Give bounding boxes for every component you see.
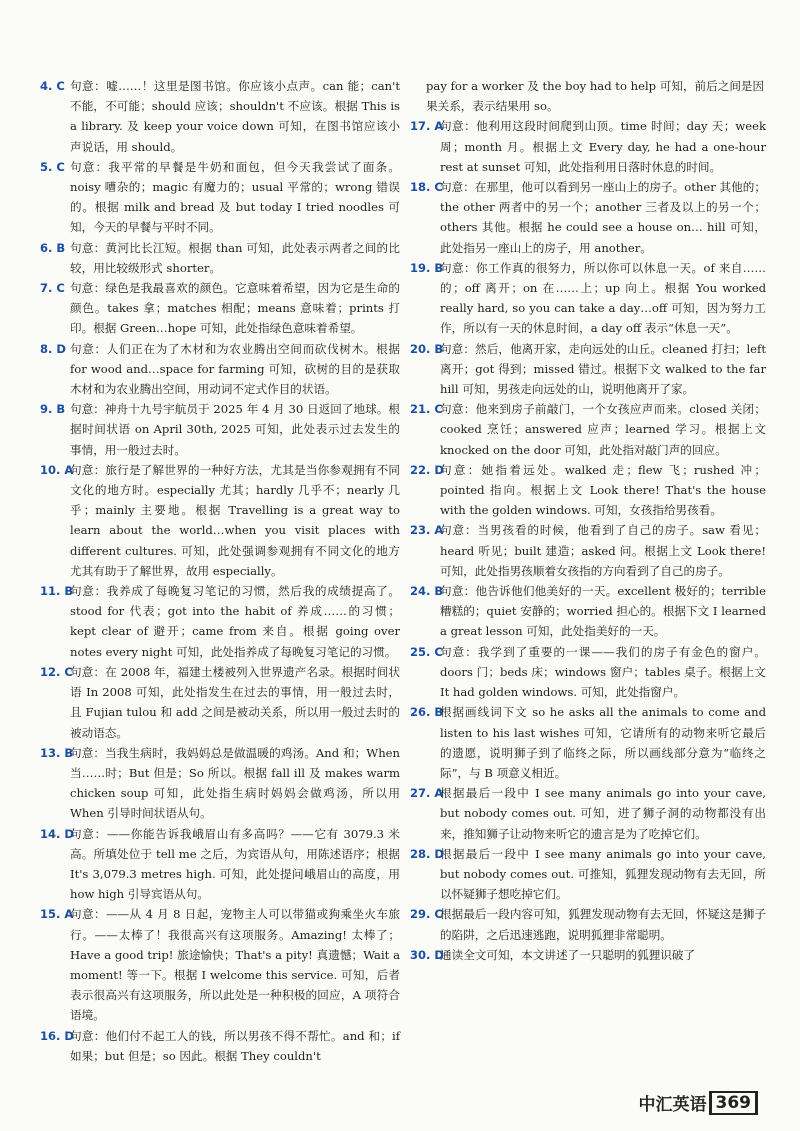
answer-explanation: 根据最后一段内容可知，狐狸发现动物有去无回，怀疑这是狮子的陷阱，之后迅速逃跑，说明狐狸非常聪明。 xyxy=(440,907,766,942)
answer-number: 26. B xyxy=(410,705,444,720)
answer-item xyxy=(410,945,766,965)
answer-number: 9. B xyxy=(40,402,66,417)
answer-number: 10. A xyxy=(40,462,74,477)
answer-number: 25. C xyxy=(410,644,443,659)
answer-explanation: 句意：旅行是了解世界的一种好方法，尤其是当你参观拥有不同文化的地方时。especially 尤其；hardly 几乎不；nearly 几乎；mainly 主要地。根据 Travelling is a great way to learn about the world…when you visit places with different cultures. 可知，此处强调参观拥有不同文化的地方尤其有助于了解世界，故用 especially。 xyxy=(70,462,400,578)
page-number: 369 xyxy=(709,1091,759,1115)
answer-explanation: 句意：他来到房子前敲门，一个女孩应声而来。closed 关闭；cooked 烹饪；answered 应声；learned 学习。根据上文 knocked on the door 可知，此处指对敲门声的回应。 xyxy=(440,402,766,457)
answer-explanation: 句意：他们付不起工人的钱，所以男孩不得不帮忙。and 和；if 如果；but 但是；so 因此。根据 They couldn't xyxy=(70,1028,400,1063)
answer-item xyxy=(40,76,400,157)
answer-number: 27. A xyxy=(410,786,444,801)
answer-item xyxy=(410,399,766,460)
answer-number: 22. D xyxy=(410,462,444,477)
answer-explanation: 根据最后一段中 I see many animals go into your cave, but nobody comes out. 可推知，狐狸发现动物有去无回，所以怀疑狮子想吃掉它们。 xyxy=(440,846,766,902)
answer-explanation: 句意：然后，他离开家，走向远处的山丘。cleaned 打扫；left 离开；got 得到；missed 错过。根据下文 walked to the far hill 可知，男孩走向远处的山，说明他离开了家。 xyxy=(440,341,766,397)
answer-item xyxy=(410,904,766,944)
answer-number: 8. D xyxy=(40,341,66,356)
answer-number: 15. A xyxy=(40,907,74,922)
answer-number: 19. B xyxy=(410,260,444,275)
answer-explanation: 句意：嘘……！这里是图书馆。你应该小点声。can 能；can't 不能，不可能；should 应该；shouldn't 不应该。根据 This is a library. 及 keep your voice down 可知，在图书馆应该小声说话，用 should。 xyxy=(70,79,400,154)
answer-item xyxy=(410,339,766,400)
answer-explanation: 句意：黄河比长江短。根据 than 可知，此处表示两者之间的比较，用比较级形式 shorter。 xyxy=(70,240,400,275)
answer-number: 6. B xyxy=(40,240,66,255)
answer-item xyxy=(410,783,766,844)
brand-label: 中汇英语 xyxy=(638,1095,707,1115)
answer-item xyxy=(40,278,400,339)
answer-item xyxy=(40,238,400,278)
answer-explanation: 句意：神舟十九号宇航员于 2025 年 4 月 30 日返回了地球。根据时间状语 on April 30th, 2025 可知，此处表示过去发生的事情，用一般过去时。 xyxy=(70,402,400,457)
answer-explanation: 句意：人们正在为了木材和为农业腾出空间而砍伐树木。根据 for wood and…space for farming 可知，砍树的目的是获取木材和为农业腾出空间，用动词不定式作目的状语。 xyxy=(70,341,400,397)
answer-item xyxy=(410,460,766,521)
answer-item xyxy=(40,581,400,662)
answer-item xyxy=(410,258,766,339)
answer-item xyxy=(40,1026,400,1066)
answer-number: 17. A xyxy=(410,119,444,134)
answer-explanation: 句意：当男孩看的时候，他看到了自己的房子。saw 看见；heard 听见；built 建造；asked 问。根据上文 Look there! 可知，此处指男孩顺着女孩指的方向看到了自己的房子。 xyxy=(440,523,766,578)
answer-number: 4. C xyxy=(40,79,65,93)
answer-number: 30. D xyxy=(410,947,444,962)
answer-explanation: 句意：我养成了每晚复习笔记的习惯，然后我的成绩提高了。stood for 代表；got into the habit of 养成……的习惯；kept clear of 避开；came from 来自。根据 going over notes every night 可知，此处指养成了每晚复习笔记的习惯。 xyxy=(70,584,400,659)
answer-explanation: 句意：——从 4 月 8 日起，宠物主人可以带猫或狗乘坐火车旅行。——太棒了！我很高兴有这项服务。Amazing! 太棒了；Have a good trip! 旅途愉快；That's a pity! 真遗憾；Wait a moment! 等一下。根据 I welcome this service. 可知，后者表示很高兴有这项服务，所以此处是一种积极的回应，A 项符合语境。 xyxy=(70,907,400,1023)
answer-number: 29. C xyxy=(410,907,443,922)
answer-number: 13. B xyxy=(40,745,74,760)
answer-explanation: 句意：他告诉他们他美好的一天。excellent 极好的；terrible 糟糕的；quiet 安静的；worried 担心的。根据下文 I learned a great lesson 可知，此处指美好的一天。 xyxy=(440,584,766,639)
answer-number: 24. B xyxy=(410,584,444,599)
answer-item xyxy=(40,824,400,905)
answer-explanation: 根据最后一段中 I see many animals go into your cave, but nobody comes out. 可知，进了狮子洞的动物都没有出来，推知狮子让动物来听它的遗言是为了吃掉它们。 xyxy=(440,786,766,841)
answer-number: 28. D xyxy=(410,846,444,861)
answer-number: 12. C xyxy=(40,664,73,679)
answer-explanation: 根据画线词下文 so he asks all the animals to come and listen to his last wishes 可知，它请所有的动物来听它最后的遗愿，说明狮子到了临终之际，所以画线部分意为“临终之际”，与 B 项意义相近。 xyxy=(440,705,766,780)
left-column xyxy=(40,76,400,1066)
answer-number: 16. D xyxy=(40,1028,74,1043)
answer-number: 5. C xyxy=(40,159,65,174)
answer-explanation: 句意：在 2008 年，福建土楼被列入世界遗产名录。根据时间状语 In 2008 可知，此处指发生在过去的事情，用一般过去时，且 Fujian tulou 和 add 之间是被动关系，所以用一般过去时的被动语态。 xyxy=(70,664,400,740)
answer-item xyxy=(40,662,400,743)
answer-item xyxy=(40,399,400,460)
right-column xyxy=(410,76,766,965)
answer-explanation: 句意：——你能告诉我峨眉山有多高吗？——它有 3079.3 米高。所填处位于 tell me 之后，为宾语从句，用陈述语序；根据 It's 3,079.3 metres high. 可知，此处提问峨眉山的高度，用 how high 引导宾语从句。 xyxy=(70,826,400,902)
answer-item xyxy=(40,157,400,238)
answer-number: 21. C xyxy=(410,402,443,417)
answer-explanation: 句意：当我生病时，我妈妈总是做温暖的鸡汤。And 和；When 当……时；But 但是；So 所以。根据 fall ill 及 makes warm chicken soup 可知，此处指生病时妈妈会做鸡汤，所以用 When 引导时间状语从句。 xyxy=(70,745,400,821)
answer-number: 18. C xyxy=(410,180,443,195)
answer-item xyxy=(40,460,400,581)
answer-explanation: 句意：绿色是我最喜欢的颜色。它意味着希望，因为它是生命的颜色。takes 拿；matches 相配；means 意味着；prints 打印。根据 Green…hope 可知，此处指绿色意味着希望。 xyxy=(70,281,400,336)
continued-text: pay for a worker 及 the boy had to help 可知，前后之间是因果关系，表示结果用 so。 xyxy=(426,79,765,114)
answer-explanation: 通读全文可知，本文讲述了一只聪明的狐狸识破了 xyxy=(440,947,696,962)
answer-item xyxy=(410,520,766,581)
answer-explanation: 句意：在那里，他可以看到另一座山上的房子。other 其他的；the other 两者中的另一个；another 三者及以上的另一个；others 其他。根据 he could see a house on… hill 可知，此处指另一座山上的房子，用 another。 xyxy=(440,180,766,255)
page-footer xyxy=(639,1090,759,1115)
answer-item xyxy=(410,702,766,783)
answer-item xyxy=(40,339,400,400)
answer-explanation: 句意：我学到了重要的一课——我们的房子有金色的窗户。doors 门；beds 床；windows 窗户；tables 桌子。根据上文 It had golden windows. 可知，此处指窗户。 xyxy=(440,644,766,700)
answer-number: 7. C xyxy=(40,281,65,296)
answer-item xyxy=(410,642,766,703)
answer-number: 20. B xyxy=(410,341,444,356)
answer-item xyxy=(410,177,766,258)
answer-item xyxy=(40,904,400,1025)
answer-explanation: 句意：你工作真的很努力，所以你可以休息一天。of 来自……的；off 离开；on 在……上；up 向上。根据 You worked really hard, so you can take a day…off 可知，因为努力工作，所以有一天的休息时间，a day off 表示“休息一天”。 xyxy=(440,260,766,336)
answer-item xyxy=(410,844,766,905)
right-items xyxy=(410,116,766,965)
answer-explanation: 句意：我平常的早餐是牛奶和面包，但今天我尝试了面条。noisy 嘈杂的；magic 有魔力的；usual 平常的；wrong 错误的。根据 milk and bread 及 but today I tried noodles 可知，今天的早餐与平时不同。 xyxy=(70,159,400,235)
answer-item xyxy=(410,581,766,642)
answer-item xyxy=(40,743,400,824)
answer-item xyxy=(410,116,766,177)
answer-number: 14. D xyxy=(40,826,74,841)
answer-number: 11. B xyxy=(40,584,74,599)
answer-explanation: 句意：他利用这段时间爬到山顶。time 时间；day 天；week 周；month 月。根据上文 Every day, he had a one-hour rest at sunset 可知，此处指利用日落时休息的时间。 xyxy=(440,119,766,174)
answer-explanation: 句意：她指着远处。walked 走；flew 飞；rushed 冲；pointed 指向。根据上文 Look there! That's the house with the golden windows. 可知，女孩指给男孩看。 xyxy=(440,462,766,518)
answer-number: 23. A xyxy=(410,523,444,538)
